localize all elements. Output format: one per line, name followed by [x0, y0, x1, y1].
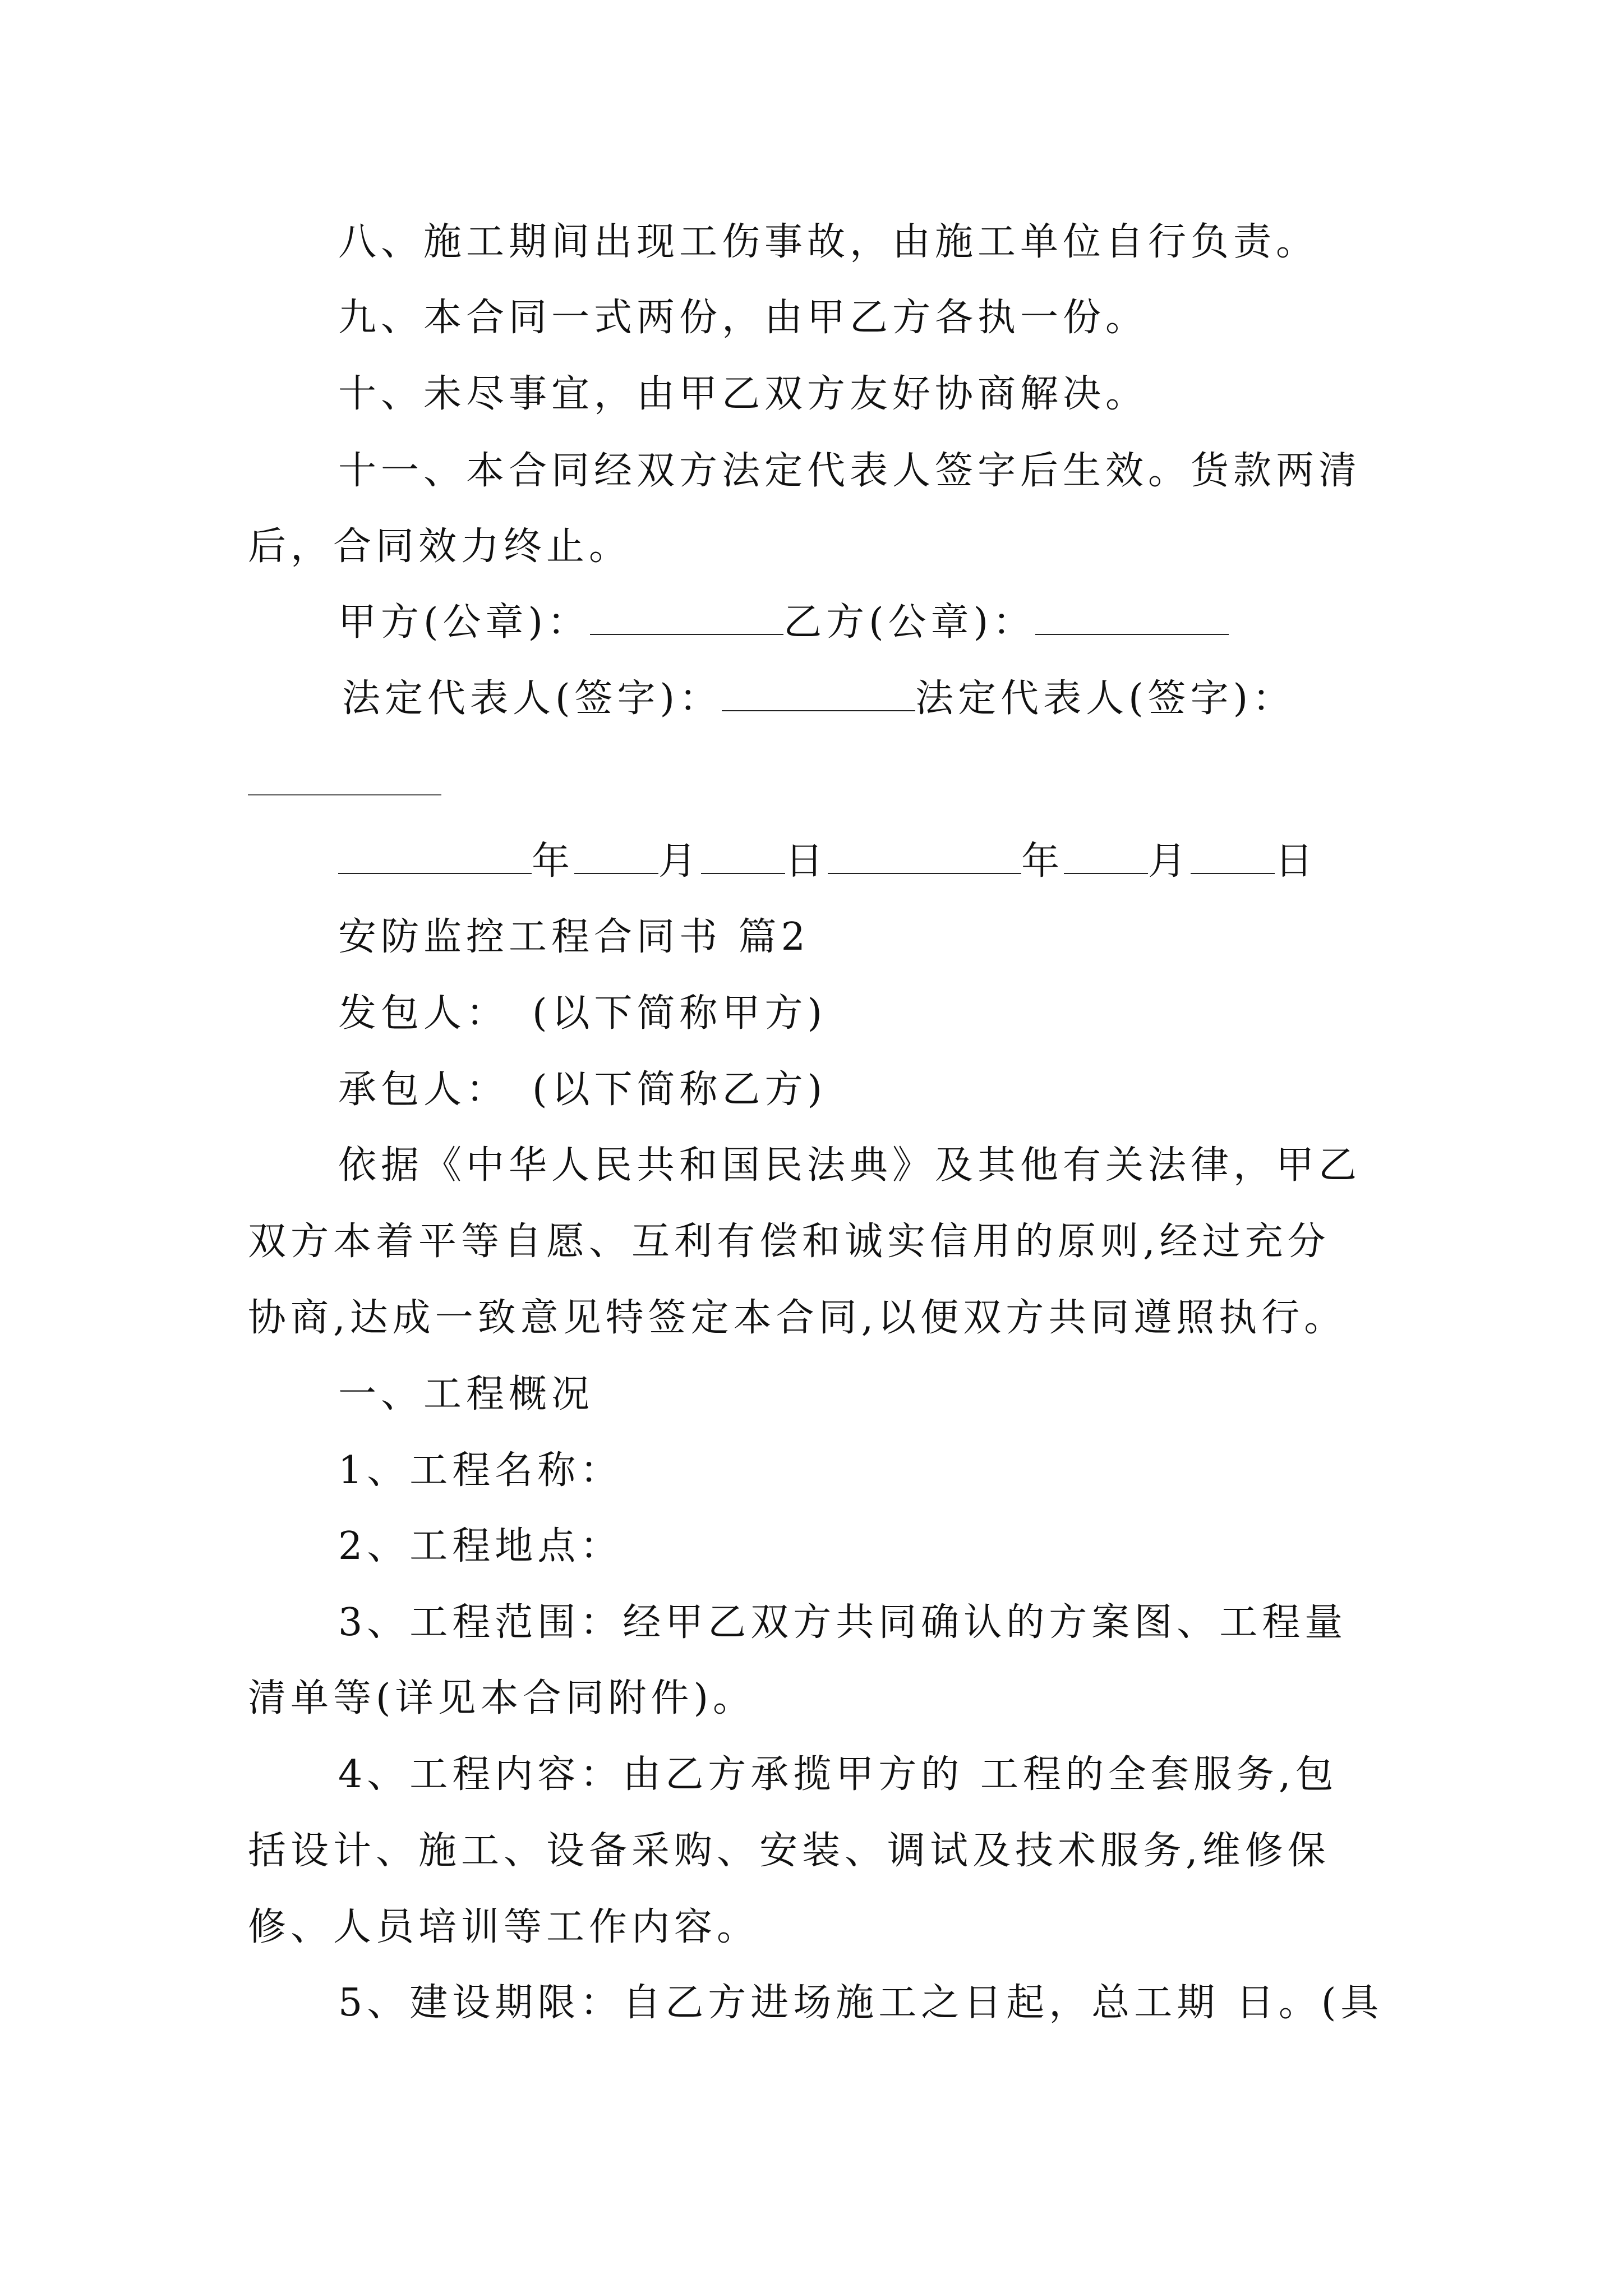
- preamble-line-1: 依据《中华人民共和国民法典》及其他有关法律，甲乙: [338, 1143, 1362, 1188]
- heading-project-overview: 一、工程概况: [338, 1372, 594, 1416]
- preamble-line-2: 双方本着平等自愿、互利有偿和诚实信用的原则,经过充分: [248, 1220, 1330, 1264]
- date-a-month-blank: [574, 838, 658, 874]
- section-title: 安防监控工程合同书 篇2: [338, 915, 810, 959]
- year-label: 年: [532, 839, 575, 884]
- item-project-content-cont-2: 修、人员培训等工作内容。: [248, 1905, 760, 1949]
- rep-b-label: 法定代表人(签字)：: [915, 677, 1295, 721]
- item-project-location: 2、工程地点：: [338, 1524, 623, 1568]
- rep-a-blank: [722, 675, 915, 711]
- date-a-day-blank: [701, 838, 785, 874]
- preamble-line-3: 协商,达成一致意见特签定本合同,以便双方共同遵照执行。: [248, 1296, 1347, 1340]
- representative-line: [342, 671, 1295, 727]
- contractor-line: 承包人： (以下简称乙方): [338, 1068, 827, 1112]
- month-label: 月: [1148, 839, 1191, 884]
- date-line: [338, 834, 1317, 890]
- date-b-month-blank: [1064, 838, 1148, 874]
- item-project-name: 1、工程名称：: [338, 1448, 623, 1493]
- clause-10: 十、未尽事宜，由甲乙双方友好协商解决。: [338, 372, 1149, 416]
- month-label: 月: [658, 839, 702, 884]
- item-project-content: 4、工程内容：由乙方承揽甲方的 工程的全套服务,包: [338, 1752, 1338, 1797]
- date-b-year-blank: [828, 838, 1021, 874]
- party-b-seal-label: 乙方(公章)：: [783, 600, 1036, 645]
- employer-line: 发包人： (以下简称甲方): [338, 991, 827, 1036]
- date-a-year-blank: [338, 838, 532, 874]
- clause-9: 九、本合同一式两份，由甲乙方各执一份。: [338, 296, 1149, 340]
- item-project-scope: 3、工程范围：经甲乙双方共同确认的方案图、工程量: [338, 1600, 1348, 1645]
- clause-11: 十一、本合同经双方法定代表人签字后生效。货款两清: [338, 449, 1362, 493]
- party-a-seal-label: 甲方(公章)：: [338, 600, 591, 645]
- rep-b-blank: [248, 794, 441, 795]
- year-label: 年: [1021, 839, 1064, 884]
- day-label: 日: [1275, 839, 1318, 884]
- item-construction-period: 5、建设期限：自乙方进场施工之日起，总工期 日。(具: [338, 1981, 1384, 2025]
- date-b-day-blank: [1191, 838, 1275, 874]
- party-b-seal-blank: [1035, 599, 1229, 635]
- rep-a-label: 法定代表人(签字)：: [342, 677, 722, 721]
- party-seal-line: [338, 595, 1229, 651]
- item-project-content-cont-1: 括设计、施工、设备采购、安装、调试及技术服务,维修保: [248, 1829, 1330, 1873]
- item-project-scope-cont: 清单等(详见本合同附件)。: [248, 1676, 756, 1720]
- clause-11-cont: 后，合同效力终止。: [248, 524, 632, 569]
- party-a-seal-blank: [590, 599, 783, 635]
- clause-8: 八、施工期间出现工伤事故，由施工单位自行负责。: [338, 220, 1319, 264]
- day-label: 日: [785, 839, 828, 884]
